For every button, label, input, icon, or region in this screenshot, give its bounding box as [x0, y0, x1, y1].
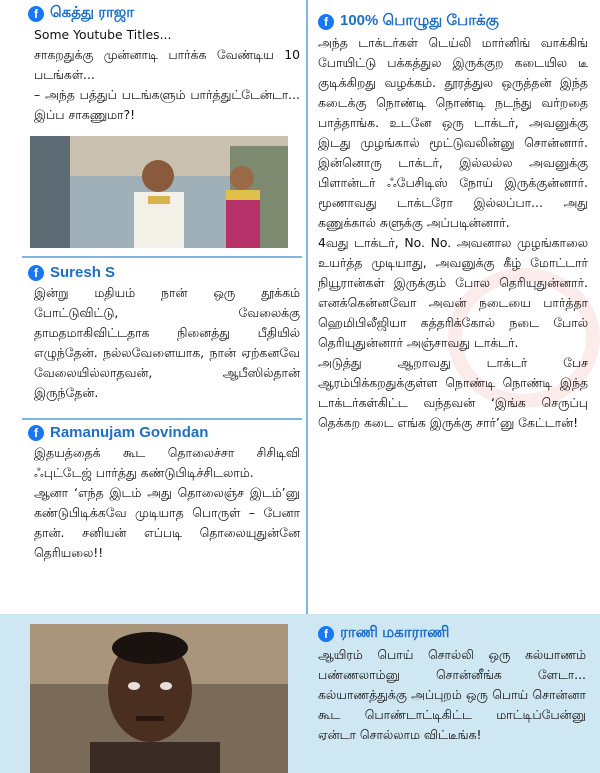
post-divider	[22, 418, 302, 420]
bottom-band	[0, 614, 600, 773]
right-column	[318, 12, 588, 433]
post-rani-maharani	[318, 624, 586, 745]
post-divider	[22, 256, 302, 258]
portrait-illustration	[30, 624, 288, 773]
post-kethu-raja	[28, 4, 300, 125]
post-author: கெத்து ராஜா	[50, 4, 135, 21]
movie-still-photo	[30, 136, 288, 248]
post-suresh	[28, 264, 300, 403]
post-text: இன்று மதியம் நான் ஒரு தூக்கம் போட்டுவிட்டு, வேலைக்கு தாமதமாகிவிட்டதாக நினைத்து பீதியில் எழுந்தேன். நல்லவேளையாக, நான் ஏற்கனவே வேலையில்லாதவன், ஆபீஸில்தான் இருந்தேன்.	[34, 285, 300, 400]
left-column	[28, 4, 300, 125]
post-pozhudhu-pokku	[318, 12, 588, 433]
post-header	[28, 424, 300, 441]
post-header	[28, 4, 300, 23]
post-author: Ramanujam Govindan	[50, 424, 209, 441]
post-header	[318, 624, 586, 643]
post-text: அந்த டாக்டர்கள் டெய்லி மார்னிங் வாக்கிங் போயிட்டு பக்கத்துல இருக்குற கடையில டீ குடிக்கிறது வழக்கம். தூரத்துல ஒருத்தன் இந்த கடைக்கு நொண்டி நொண்டி நடந்து வர்றதை பாத்தாங்க. உடனே ஒரு டாக்டர், அவனுக்கு இடது முழங்கால் மூட்டுவலின்னு சொன்னார். இன்னொரு டாக்டர், இல்லல்ல அவனுக்கு பிளான்டர் ஃபேசிடிஸ் நோய் இருக்குன்னார். மூணாவது டாக்டரோ இல்லப்பா... அது கணுக்கால் சுளுக்கு அப்படின்னார். 4வது டாக்டர், No. No. அவனால முழங்காலை உயர்த்த முடியாது, அவனுக்கு கீழ் மோட்டார் நியூரான்கள் இருக்கும் போல தெரியுதுன்னார். எனக்கென்னவோ அவன் நடையை பார்த்தா ஹெமிபிலீஜியா கத்தரிக்கோல் நடை போல் தெரியுதுன்னார் அஞ்சாவது டாக்டர். அடுத்து ஆறாவது டாக்டர் பேச ஆரம்பிக்கறதுக்குள்ள நொண்டி நொண்டி இந்த டாக்டர்கள்கிட்ட வந்தவன் ‘இங்க செருப்பு தெக்கற கடை எங்க இருக்கு சார்’னு கேட்டான்!	[318, 35, 588, 430]
left-column-bottom	[28, 424, 300, 563]
facebook-icon: f	[318, 626, 334, 642]
post-author: 100% பொழுது போக்கு	[340, 12, 499, 29]
post-header	[28, 264, 300, 281]
column-divider	[306, 0, 308, 614]
facebook-icon: f	[318, 14, 334, 30]
post-text: ஆயிரம் பொய் சொல்லி ஒரு கல்யாணம் பண்ணலாம்னு சொன்னீங்க ளேடா... கல்யாணத்துக்கு அப்புறம் ஒரு பொய் சொன்னா கூட பொண்டாட்டிகிட்ட மாட்டிப்பேன்னு ஏன்டா சொல்லாம விட்டீங்க!	[318, 647, 586, 742]
post-author: ராணி மகாராணி	[340, 624, 450, 641]
post-header	[318, 12, 588, 31]
post-text: இதயத்தைக் கூட தொலைச்சா சிசிடிவி ஃபுட்டேஜ் பார்த்து கண்டுபிடிச்சிடலாம். ஆனா ‘எந்த இடம் அது தொலைஞ்ச இடம்’னு கண்டுபிடிக்கவே முடியாத பொருள் – பேனா தான். சனியன் எப்படி தொலையுதுன்னே தெரியலை!!	[34, 445, 300, 560]
left-column-lower	[28, 264, 300, 403]
post-text: Some Youtube Titles... சாகறதுக்கு முன்னாடி பார்க்க வேண்டிய 10 படங்கள்... – அந்த பத்துப் படங்களும் பார்த்துட்டேன்டா... இப்ப சாகணுமா?!	[34, 27, 300, 122]
man-portrait-photo	[30, 624, 288, 773]
post-author: Suresh S	[50, 264, 116, 281]
facebook-icon: f	[28, 425, 44, 441]
facebook-icon: f	[28, 6, 44, 22]
movie-still-illustration	[30, 136, 288, 248]
post-ramanujam	[28, 424, 300, 563]
facebook-icon: f	[28, 265, 44, 281]
